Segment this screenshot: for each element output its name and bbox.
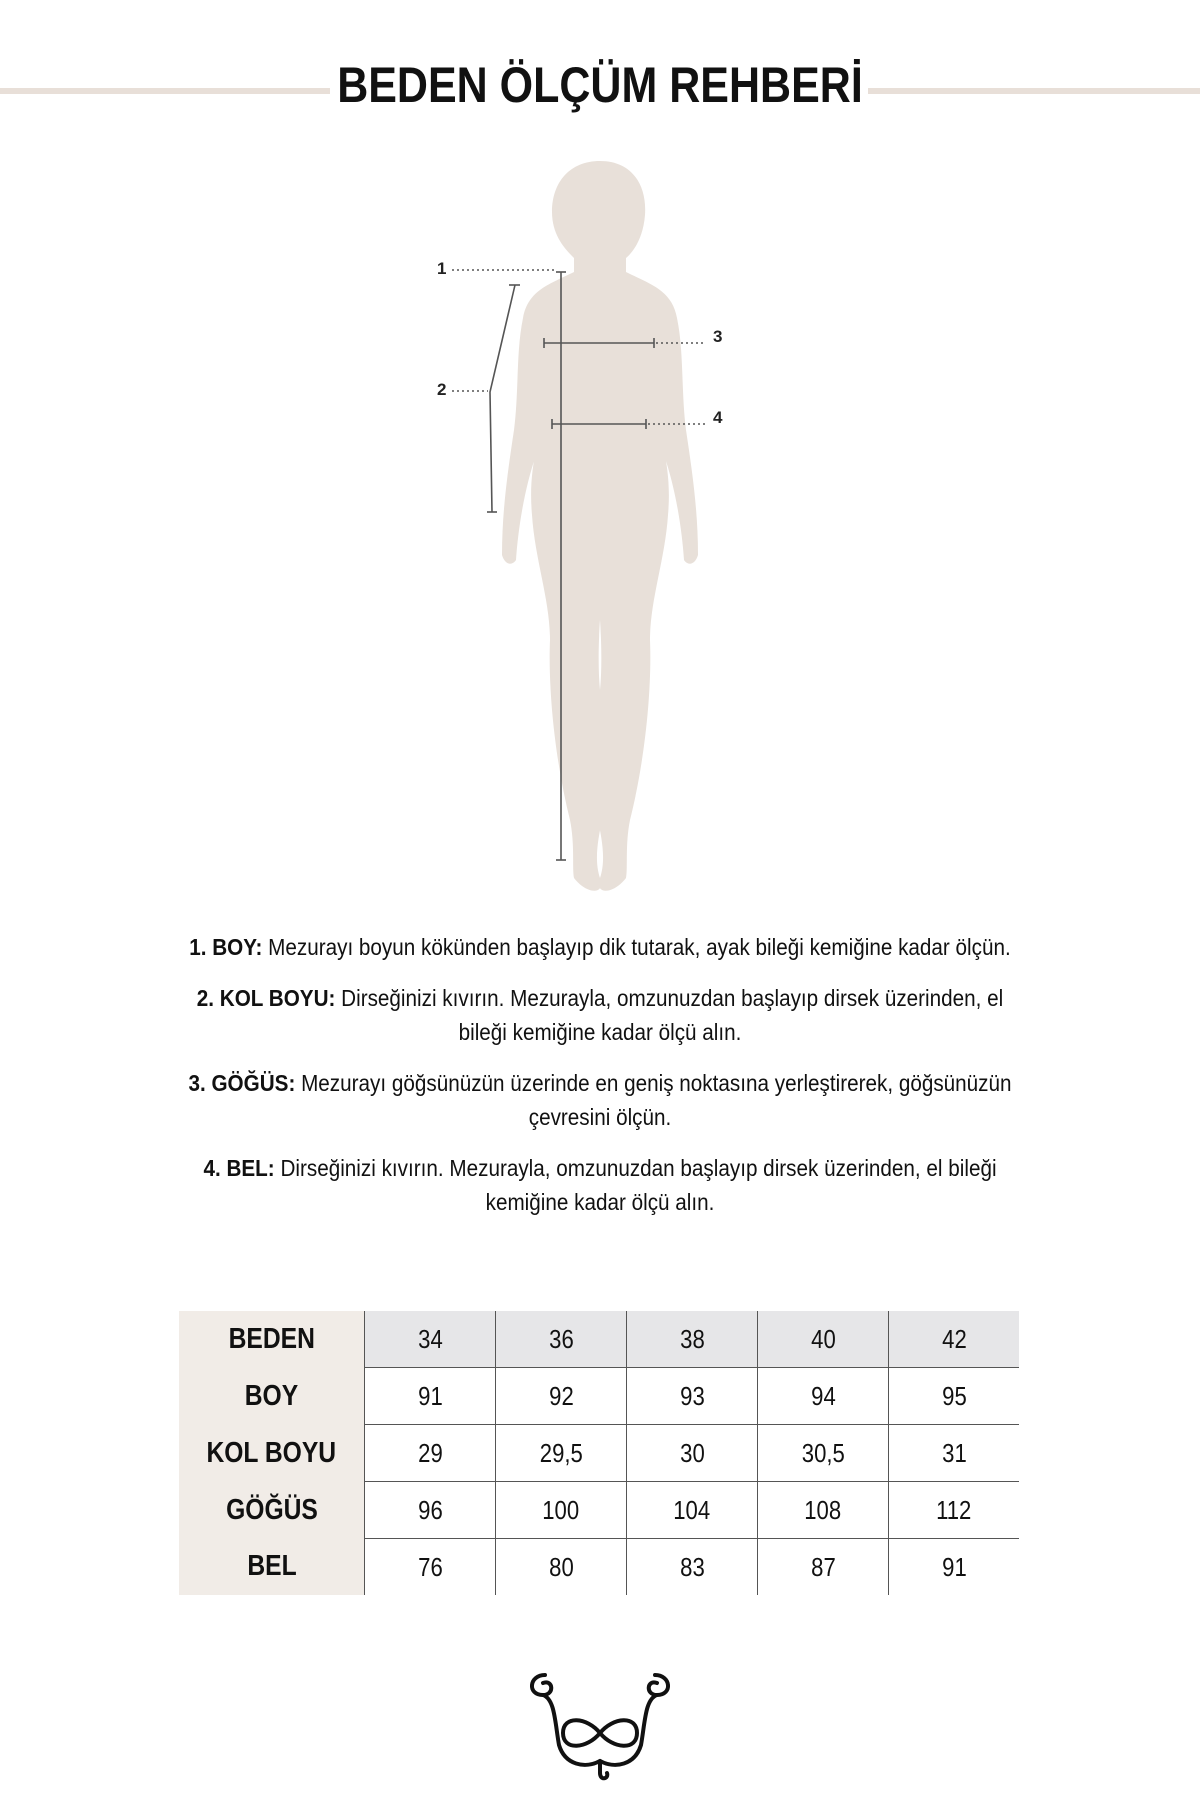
table-row-bel xyxy=(179,1539,1019,1596)
marker-2: 2 xyxy=(437,380,447,399)
table-cell xyxy=(496,1425,627,1482)
table-cell xyxy=(758,1482,889,1539)
cell-text: 38 xyxy=(679,1323,705,1354)
row-label-text: BEDEN xyxy=(228,1322,315,1355)
ornamental-infinity-logo-icon xyxy=(515,1655,685,1785)
row-label xyxy=(179,1368,365,1425)
instruction-label: 3. GÖĞÜS: xyxy=(188,1070,296,1096)
table-cell xyxy=(889,1482,1020,1539)
row-label-text: BEL xyxy=(246,1550,297,1583)
table-cell xyxy=(627,1425,758,1482)
table-cell xyxy=(758,1539,889,1596)
table-cell xyxy=(496,1482,627,1539)
cell-text: 29,5 xyxy=(539,1437,583,1468)
row-label xyxy=(179,1425,365,1482)
size-table xyxy=(179,1311,1019,1595)
table-cell xyxy=(365,1482,496,1539)
table-cell xyxy=(365,1311,496,1368)
cell-text: 91 xyxy=(417,1380,443,1411)
table-cell xyxy=(758,1311,889,1368)
page-title: BEDEN ÖLÇÜM REHBERİ xyxy=(337,57,863,113)
row-label xyxy=(179,1482,365,1539)
instruction-gogus xyxy=(178,1066,1023,1134)
cell-text: 36 xyxy=(548,1323,574,1354)
cell-text: 104 xyxy=(673,1494,711,1525)
cell-text: 91 xyxy=(941,1551,967,1582)
marker-3: 3 xyxy=(713,327,723,346)
table-cell xyxy=(496,1311,627,1368)
body-silhouette xyxy=(502,161,698,891)
row-label-text: GÖĞÜS xyxy=(225,1493,318,1526)
instructions xyxy=(120,930,1080,1236)
table-cell xyxy=(627,1482,758,1539)
table-cell xyxy=(627,1368,758,1425)
instruction-text: Mezurayı boyun kökünden başlayıp dik tutarak, ayak bileği kemiğine kadar ölçün. xyxy=(262,934,1011,960)
cell-text: 80 xyxy=(548,1551,574,1582)
cell-text: 108 xyxy=(804,1494,842,1525)
row-label xyxy=(179,1311,365,1368)
cell-text: 34 xyxy=(417,1323,443,1354)
row-label-text: KOL BOYU xyxy=(206,1436,337,1469)
instruction-label: 1. BOY: xyxy=(189,934,263,960)
cell-text: 93 xyxy=(679,1380,705,1411)
row-label-text: BOY xyxy=(244,1379,299,1412)
cell-text: 42 xyxy=(941,1323,967,1354)
cell-text: 30,5 xyxy=(801,1437,845,1468)
marker-4: 4 xyxy=(713,408,723,427)
cell-text: 76 xyxy=(417,1551,443,1582)
cell-text: 31 xyxy=(941,1437,967,1468)
table-row-kol-boyu xyxy=(179,1425,1019,1482)
table-row-boy xyxy=(179,1368,1019,1425)
instruction-bel xyxy=(178,1151,1023,1219)
instruction-label: 4. BEL: xyxy=(203,1155,275,1181)
instruction-label: 2. KOL BOYU: xyxy=(196,985,336,1011)
instruction-kol-boyu xyxy=(178,981,1023,1049)
row-label xyxy=(179,1539,365,1596)
table-cell xyxy=(889,1425,1020,1482)
table-cell xyxy=(758,1368,889,1425)
cell-text: 112 xyxy=(936,1494,972,1525)
marker-1: 1 xyxy=(437,259,447,278)
cell-text: 94 xyxy=(810,1380,836,1411)
table-cell xyxy=(889,1311,1020,1368)
table-cell xyxy=(627,1311,758,1368)
table-cell xyxy=(627,1539,758,1596)
cell-text: 87 xyxy=(810,1551,836,1582)
instruction-text: Mezurayı göğsünüzün üzerinde en geniş noktasına yerleştirerek, göğsünüzün çevresini ölçün. xyxy=(295,1070,1012,1130)
table-row-beden xyxy=(179,1311,1019,1368)
instruction-boy xyxy=(178,930,1023,964)
cell-text: 83 xyxy=(679,1551,705,1582)
cell-text: 40 xyxy=(810,1323,836,1354)
cell-text: 92 xyxy=(548,1380,574,1411)
table-cell xyxy=(496,1539,627,1596)
instruction-text: Dirseğinizi kıvırın. Mezurayla, omzunuzdan başlayıp dirsek üzerinden, el bileği kemiğine kadar ölçü alın. xyxy=(274,1155,997,1215)
table-cell xyxy=(365,1539,496,1596)
table-cell xyxy=(889,1368,1020,1425)
table-cell xyxy=(758,1425,889,1482)
cell-text: 29 xyxy=(417,1437,443,1468)
cell-text: 95 xyxy=(941,1380,967,1411)
body-measurement-figure xyxy=(0,150,1200,920)
instruction-text: Dirseğinizi kıvırın. Mezurayla, omzunuzdan başlayıp dirsek üzerinden, el bileği kemiğine kadar ölçü alın. xyxy=(335,985,1004,1045)
table-cell xyxy=(889,1539,1020,1596)
table-row-gogus xyxy=(179,1482,1019,1539)
cell-text: 100 xyxy=(542,1494,580,1525)
cell-text: 30 xyxy=(679,1437,705,1468)
table-cell xyxy=(496,1368,627,1425)
table-cell xyxy=(365,1368,496,1425)
table-cell xyxy=(365,1425,496,1482)
cell-text: 96 xyxy=(417,1494,443,1525)
